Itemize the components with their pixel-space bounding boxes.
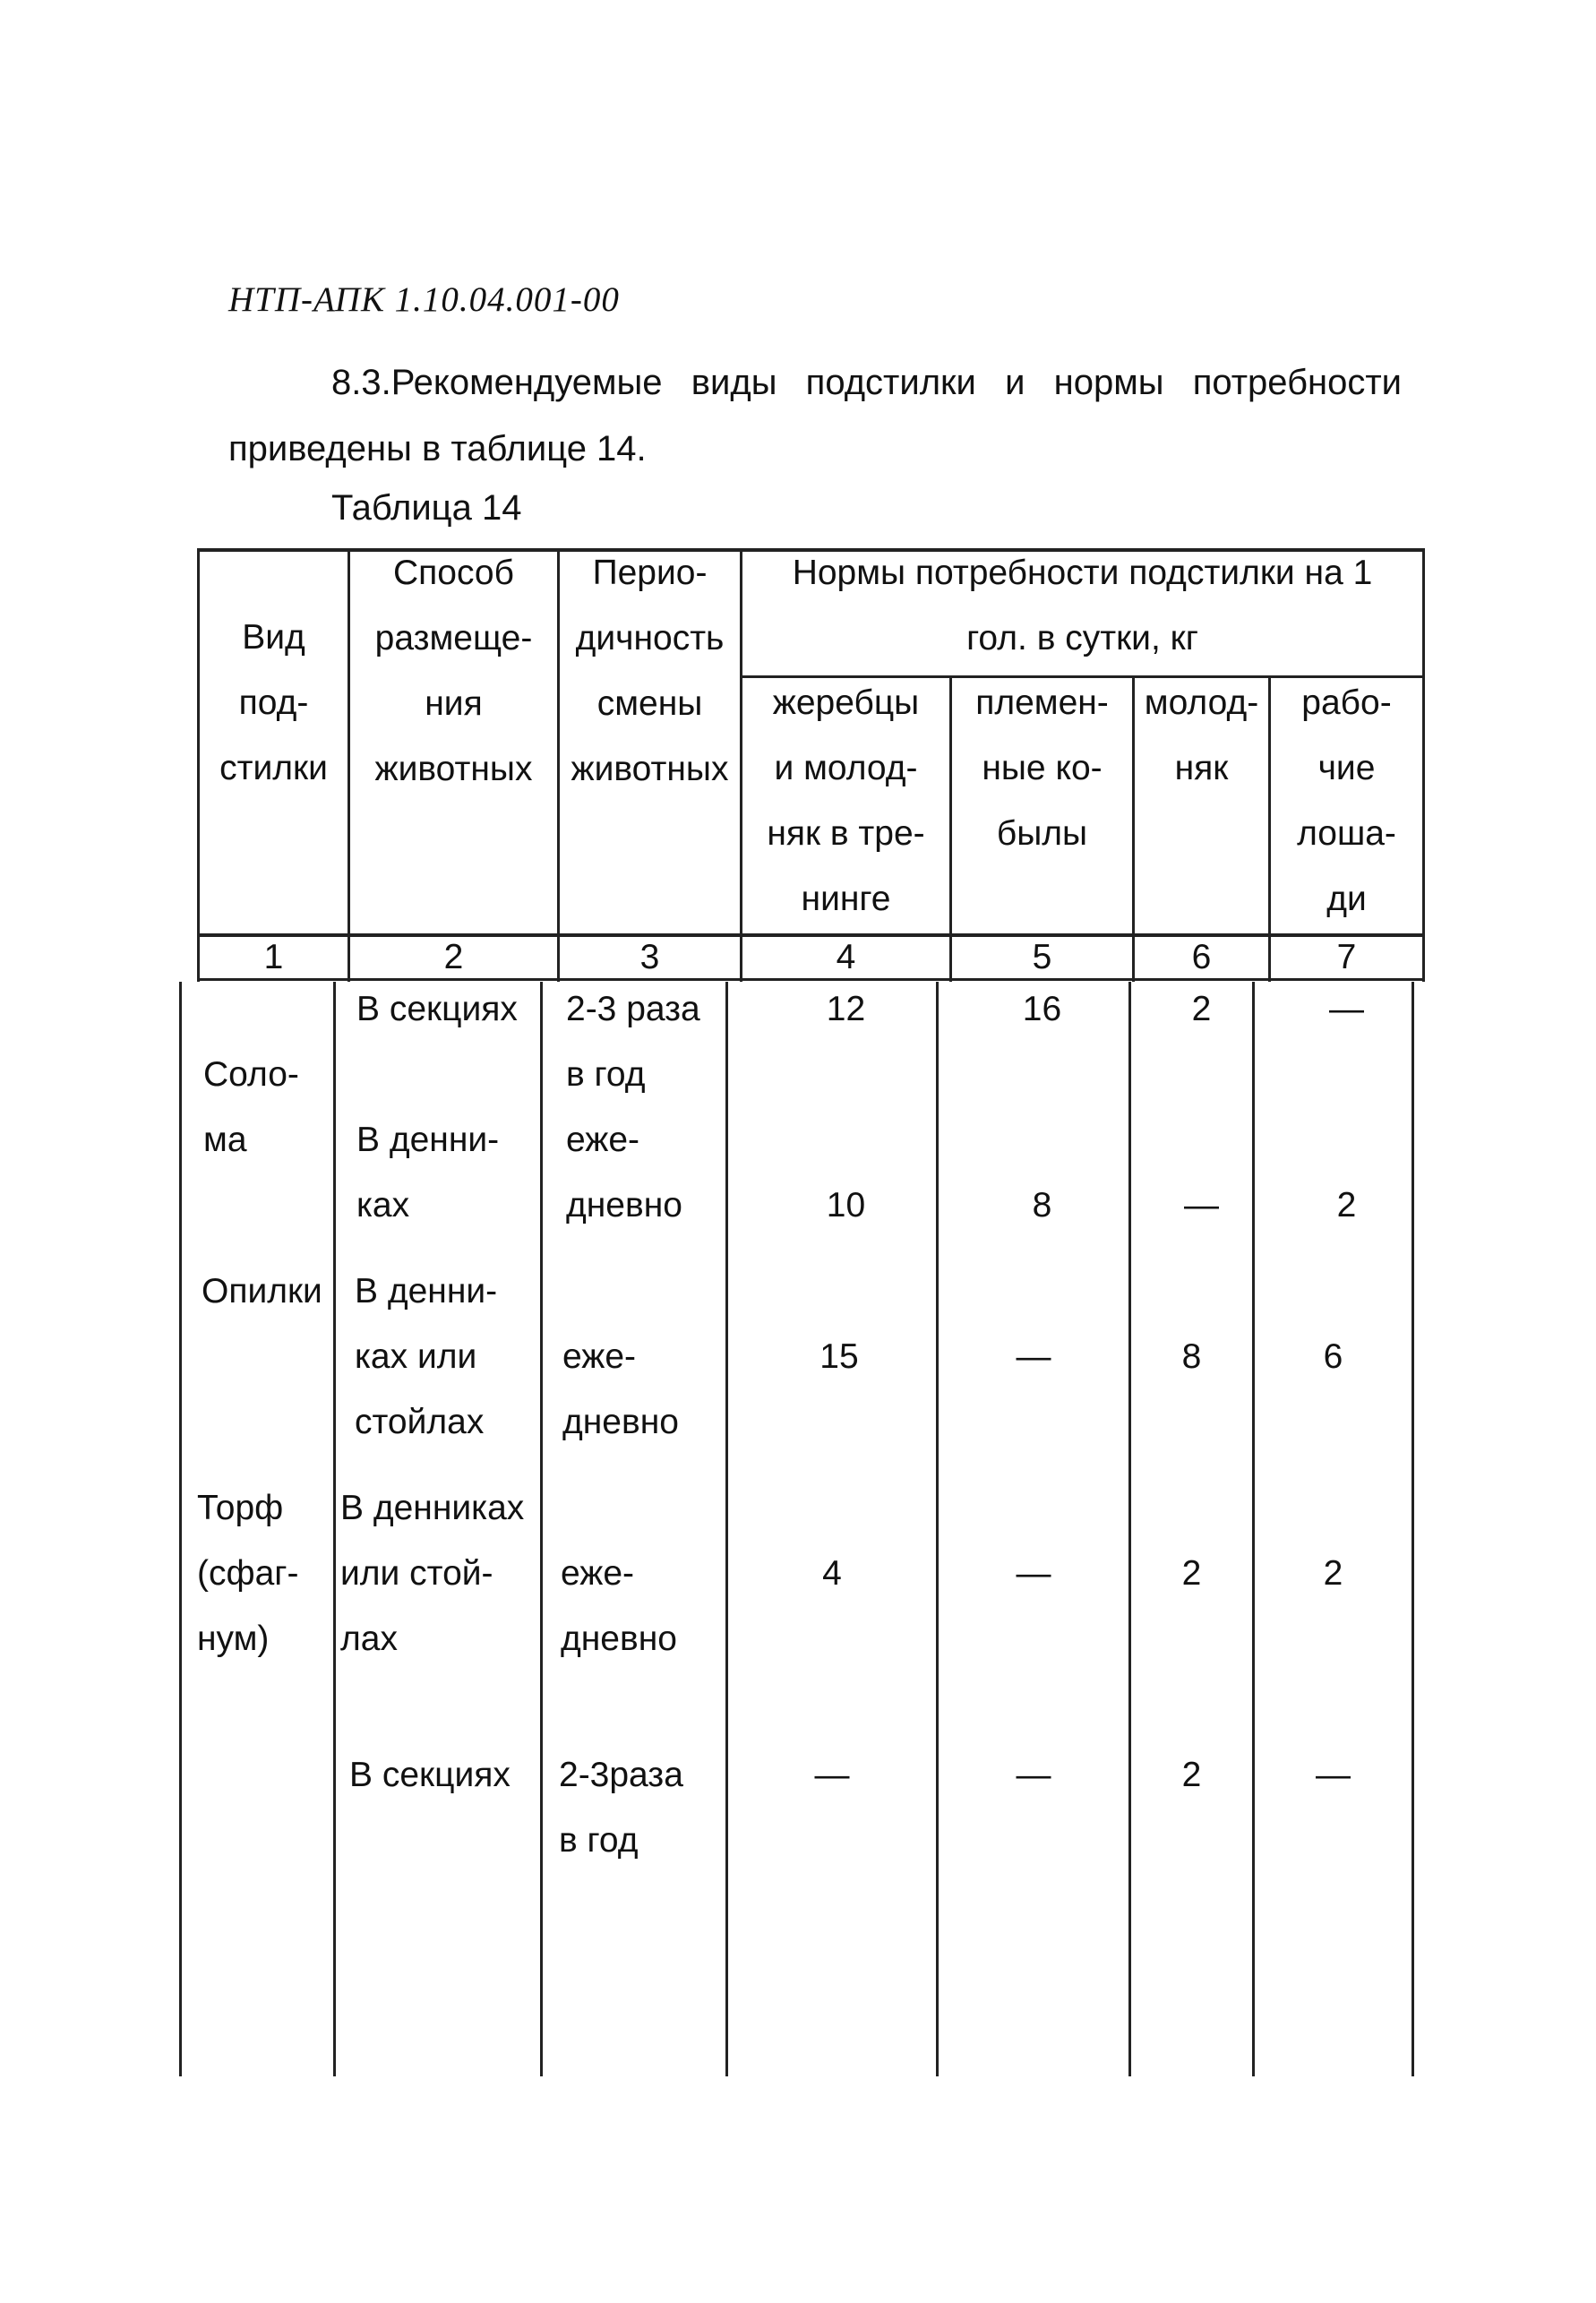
header-young-stock: молод- няк: [1144, 683, 1259, 787]
row3-period: еже- дневно: [562, 1337, 679, 1441]
col-number-4: 4: [836, 938, 856, 976]
col-number-5: 5: [1032, 938, 1052, 976]
row3-method: В денни- ках или стойлах: [355, 1272, 498, 1441]
row2-period: еже- дневно: [566, 1121, 682, 1225]
header-method: Способ размеще- ния животных: [374, 554, 533, 788]
row5-v6: 2: [1181, 1756, 1202, 1794]
row1-method: В секциях: [356, 990, 518, 1028]
table-caption: Таблица 14: [331, 488, 522, 528]
col-number-7: 7: [1336, 938, 1357, 976]
header-period: Перио- дичность смены животных: [571, 554, 729, 788]
header-breeding-mares: племен- ные ко- былы: [975, 683, 1109, 853]
row1-v4: 12: [826, 990, 866, 1028]
body-divider-5-6: [1128, 982, 1131, 2076]
row2-type: Соло- ма: [203, 1055, 299, 1159]
row2-v4: 10: [826, 1186, 866, 1225]
row1-period: 2-3 раза в год: [566, 990, 700, 1094]
col-number-3: 3: [639, 938, 660, 976]
row2-v6: —: [1184, 1186, 1219, 1225]
row4-type: Торф (сфаг- нум): [197, 1489, 299, 1658]
body-right-border: [1412, 982, 1414, 2076]
col-number-6: 6: [1191, 938, 1212, 976]
row4-v4: 4: [822, 1554, 842, 1593]
col-number-2: 2: [443, 938, 464, 976]
table-right-border: [1422, 548, 1425, 982]
row5-v5: —: [1016, 1756, 1051, 1794]
header-stallions: жеребцы и молод- няк в тре- нинге: [767, 683, 925, 918]
body-divider-2-3: [540, 982, 543, 2076]
body-divider-6-7: [1252, 982, 1255, 2076]
row4-v6: 2: [1181, 1554, 1202, 1593]
header-type: Вид под- стилки: [219, 618, 328, 787]
row1-v5: 16: [1022, 990, 1062, 1028]
row1-v7: —: [1329, 990, 1364, 1028]
row5-v4: —: [814, 1756, 850, 1794]
row2-method: В денни- ках: [356, 1121, 500, 1225]
row3-v7: 6: [1323, 1337, 1343, 1376]
row3-v6: 8: [1181, 1337, 1202, 1376]
intro-paragraph: 8.3.Рекомендуемые виды подстилки и нормы потребности приведены в таблице 14.: [228, 363, 1402, 468]
body-divider-4-5: [936, 982, 939, 2076]
row3-v5: —: [1016, 1337, 1051, 1376]
row4-v5: —: [1016, 1554, 1051, 1593]
row4-method: В денниках или стой- лах: [340, 1489, 525, 1658]
row3-v4: 15: [819, 1337, 859, 1376]
body-divider-1-2: [333, 982, 336, 2076]
row2-v5: 8: [1032, 1186, 1052, 1225]
row1-v6: 2: [1191, 990, 1212, 1028]
row5-period: 2-3раза в год: [559, 1756, 683, 1860]
row4-period: еже- дневно: [561, 1554, 677, 1658]
header-norms-group: Нормы потребности подстилки на 1 гол. в сутки, кг: [792, 554, 1373, 657]
row5-v7: —: [1316, 1756, 1351, 1794]
row3-type: Опилки: [202, 1272, 322, 1310]
header-work-horses: рабо- чие лоша- ди: [1297, 683, 1396, 918]
body-left-border: [179, 982, 182, 2076]
document-code: НТП-АПК 1.10.04.001-00: [228, 280, 620, 319]
row5-method: В секциях: [349, 1756, 511, 1794]
col-number-1: 1: [263, 938, 284, 976]
row2-v7: 2: [1336, 1186, 1357, 1225]
row4-v7: 2: [1323, 1554, 1343, 1593]
